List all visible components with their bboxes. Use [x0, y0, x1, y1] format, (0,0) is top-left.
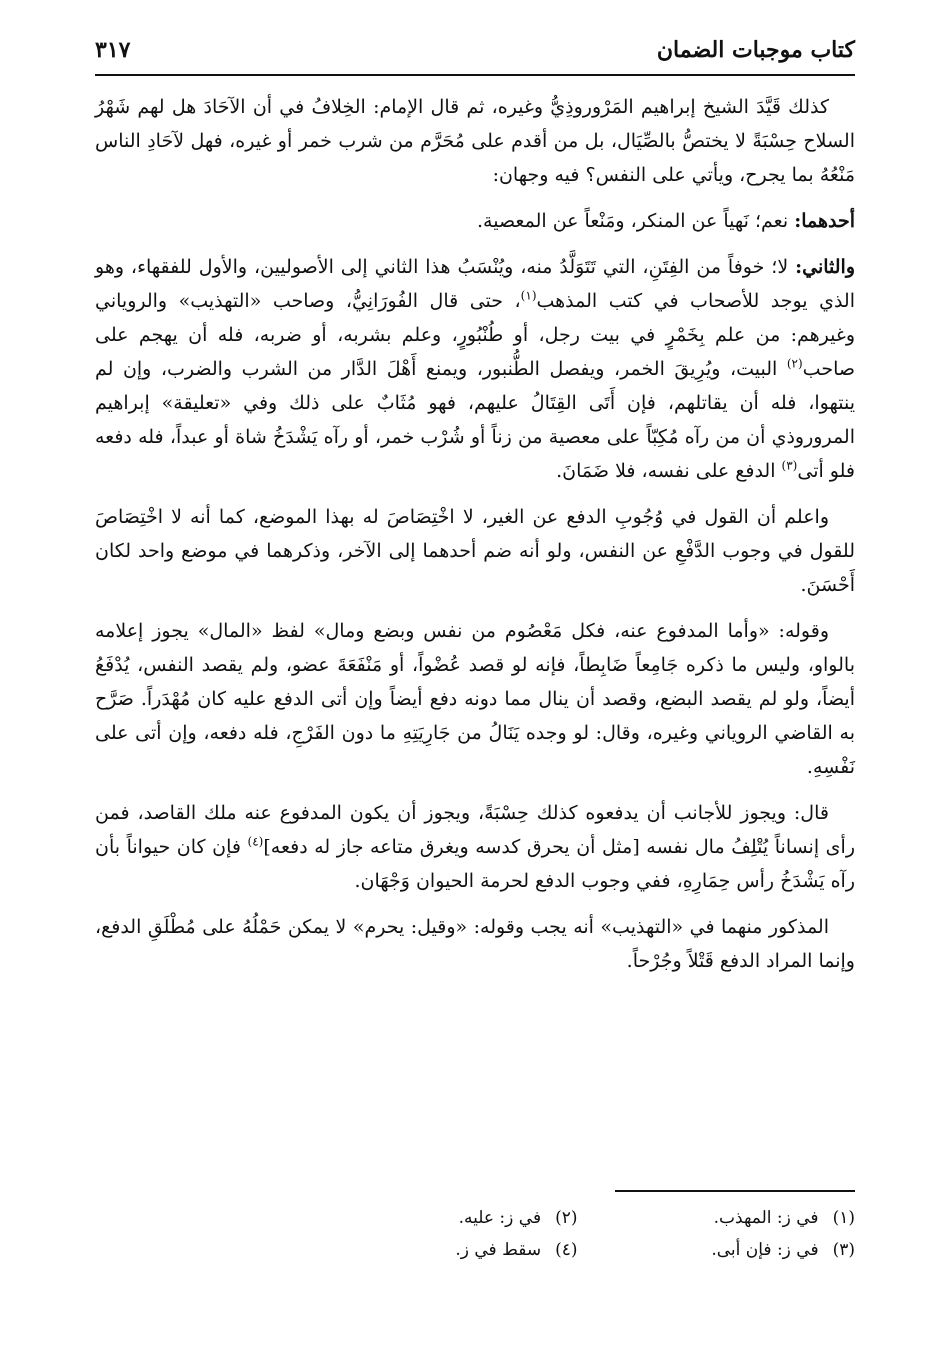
paragraph-5 — [95, 614, 855, 784]
footnote-3 — [578, 1236, 856, 1264]
paragraph-lead: أحدهما: — [794, 210, 855, 232]
footnote-text: في ز: عليه. — [458, 1208, 542, 1228]
paragraph-6 — [95, 796, 855, 898]
paragraph-3 — [95, 250, 855, 488]
paragraph-text: واعلم أن القول في وُجُوبِ الدفع عن الغير، لا اخْتِصَاصَ له بهذا الموضع، كما أنه لا اخْتِصَاصَ للقول في وجوب الدَّفْعِ عن النفس، ولو أنه ضم أحدهما إلى الآخر، وذكرهما في موضع واحد لكان أَحْسَنَ. — [95, 506, 855, 596]
footnote-rule — [615, 1190, 855, 1192]
footnote-4 — [300, 1236, 578, 1264]
running-title: كتاب موجبات الضمان — [656, 37, 855, 63]
footnote-1 — [578, 1204, 856, 1232]
footnote-ref-3[interactable]: (٣) — [781, 458, 798, 473]
footnote-number: (٣) — [832, 1240, 855, 1260]
main-text — [95, 90, 855, 990]
paragraph-text: المذكور منهما في «التهذيب» أنه يجب وقوله: «وقيل: يحرم» لا يمكن حَمْلُهُ على مُطْلَقِ الدفع، وإنما المراد الدفع قَتْلاً وجُرْحاً. — [95, 916, 855, 972]
paragraph-text: ، حتى قال الفُورَانِيُّ، وصاحب «التهذيب» والروياني وغيرهم: من علم بِخَمْرٍ في بيت رجل، أو طُنْبُورٍ، وعلم بشربه، أو ضربه، فله أن يهجم على صاحب — [95, 290, 855, 380]
footnote-number: (١) — [832, 1208, 855, 1228]
footnote-text: في ز: المهذب. — [713, 1208, 819, 1228]
footnote-ref-1[interactable]: (١) — [520, 288, 537, 303]
paragraph-text: كذلك قَيَّدَ الشيخ إبراهيم المَرْوروذِيُّ وغيره، ثم قال الإمام: الخِلافُ في أن الآحَادَ هل لهم شَهْرُ السلاح حِسْبَةً لا يختصُّ بالصِّيَال، بل من أقدم على مُحَرَّم من شرب خمر أو غيره، فهل لآحَادِ الناس مَنْعُهُ بما يجرح، ويأتي على النفس؟ فيه وجهان: — [95, 96, 855, 186]
footnote-number: (٤) — [555, 1240, 578, 1260]
footnote-2 — [300, 1204, 578, 1232]
footnote-ref-4[interactable]: (٤) — [247, 834, 264, 849]
paragraph-text: فإن كان حيواناً بأن رآه يَشْدَخُ رأس حِمَارِهِ، ففي وجوب الدفع لحرمة الحيوان وَجْهَان. — [95, 836, 855, 892]
footnote-text: في ز: فإن أبى. — [711, 1240, 819, 1260]
paragraph-text: قال: ويجوز للأجانب أن يدفعوه كذلك حِسْبَةً، ويجوز أن يكون المدفوع عنه ملك القاصد، فمن رأى إنساناً يُتْلِفُ مال نفسه [مثل أن يحرق كدسه ويغرق متاعه جاز له دفعه] — [95, 802, 856, 858]
paragraph-1 — [95, 90, 855, 192]
page-number: ٣١٧ — [95, 37, 131, 63]
header-rule — [95, 74, 855, 76]
paragraph-text: لا؛ خوفاً من الفِتَنِ، التي تَتَوَلَّدُ منه، ويُنْسَبُ هذا الثاني إلى الأصوليين، والأول للفقهاء، وهو الذي يوجد للأصحاب في كتب المذهب — [95, 256, 855, 312]
paragraph-text: البيت، ويُرِيقَ الخمر، ويفصل الطُّنبور، ويمنع أَهْلَ الدَّار من الشرب والضرب، وإن لم ينتهوا، فله أن يقاتلهم، فإن أَتَى القِتَالُ عليهم، فهو مُثَابٌ على ذلك وفي «تعليقة» إبراهيم المروروذي أن من رآه مُكِبّاً على معصية من زناً أو شُرْب خمر، أو رآه يَشْدَخُ شاة أو عبداً، فله دفعه فلو أتى — [95, 358, 855, 482]
paragraph-text: الدفع على نفسه، فلا ضَمَانَ. — [556, 460, 782, 482]
paragraph-text: نعم؛ نَهياً عن المنكر، ومَنْعاً عن المعصية. — [477, 210, 795, 232]
paragraph-4 — [95, 500, 855, 602]
footnote-text: سقط في ز. — [455, 1240, 542, 1260]
footnote-number: (٢) — [555, 1208, 578, 1228]
footnote-ref-2[interactable]: (٢) — [786, 356, 803, 371]
paragraph-7 — [95, 910, 855, 978]
footnotes — [300, 1204, 855, 1264]
paragraph-text: وقوله: «وأما المدفوع عنه، فكل مَعْصُوم من نفس وبضع ومال» لفظ «المال» يجوز إعلامه بالواو، وليس ما ذكره جَامِعاً ضَابِطاً، فإنه لو قصد عُضْواً، أو مَنْفَعَةَ عضو، ولم يقصد النفس، يُدْفَعُ أيضاً، ولو لم يقصد البضع، وقصد أن ينال مما دونه دفع أيضاً وإن أتى الدفع عليه كان مُهْدَراً. صَرَّح به القاضي الروياني وغيره، وقال: لو وجده يَنَالُ من جَارِيَتِهِ ما دون الفَرْجِ، فله دفعه، وإن أتى على نَفْسِهِ. — [95, 620, 855, 778]
paragraph-2 — [95, 204, 855, 238]
page-header — [95, 30, 855, 70]
paragraph-lead: والثاني: — [795, 256, 855, 278]
